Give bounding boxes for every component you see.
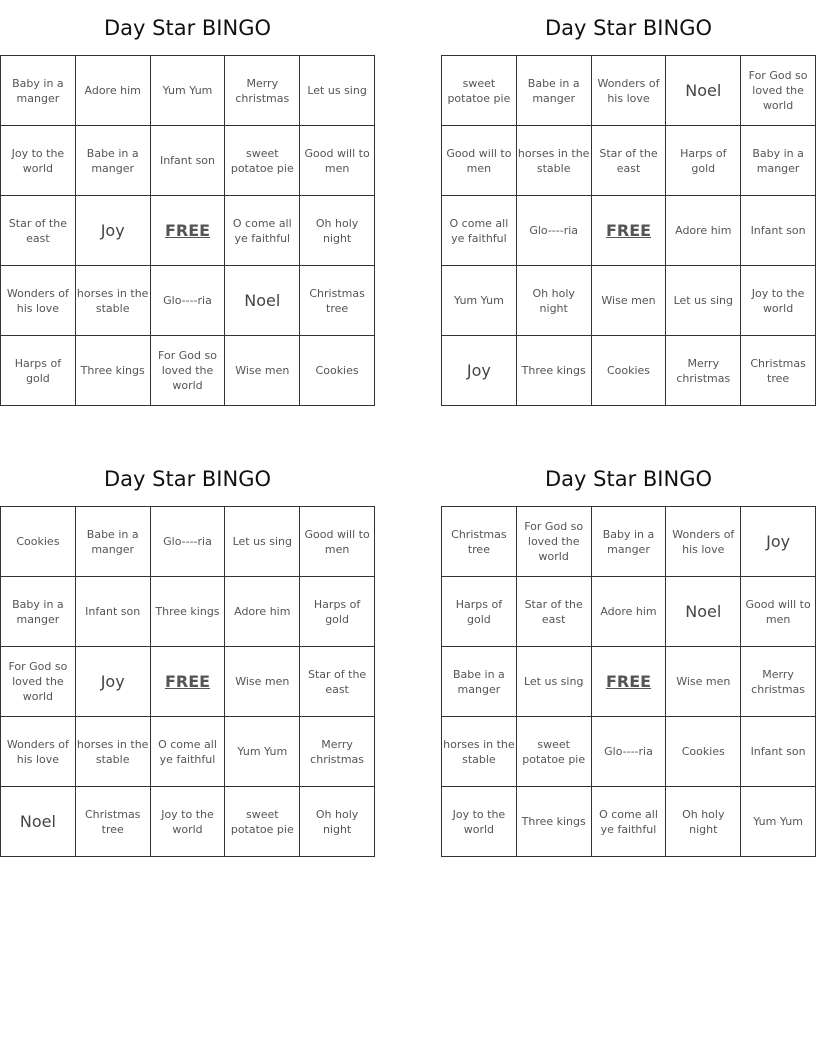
- bingo-cell: horses in the stable: [75, 717, 150, 787]
- bingo-cell: Adore him: [666, 196, 741, 266]
- bingo-grid: [0, 506, 375, 857]
- bingo-cell: horses in the stable: [516, 126, 591, 196]
- bingo-cell: Star of the east: [300, 647, 375, 717]
- free-space: FREE: [150, 647, 225, 717]
- bingo-cell: Merry christmas: [225, 56, 300, 126]
- bingo-cell: Three kings: [516, 787, 591, 857]
- bingo-cell: sweet potatoe pie: [442, 56, 517, 126]
- bingo-cell: Let us sing: [300, 56, 375, 126]
- bingo-cell: Joy to the world: [741, 266, 816, 336]
- bingo-cell: Star of the east: [591, 126, 666, 196]
- bingo-cell: O come all ye faithful: [591, 787, 666, 857]
- free-space: FREE: [591, 647, 666, 717]
- bingo-cell: Good will to men: [442, 126, 517, 196]
- bingo-cell: Cookies: [666, 717, 741, 787]
- bingo-cell: Cookies: [1, 507, 76, 577]
- bingo-cell: Joy: [442, 336, 517, 406]
- bingo-cell: Yum Yum: [150, 56, 225, 126]
- bingo-cell: Harps of gold: [1, 336, 76, 406]
- bingo-cell: Adore him: [591, 577, 666, 647]
- bingo-cell: Joy: [75, 196, 150, 266]
- bingo-cell: Oh holy night: [666, 787, 741, 857]
- bingo-cell: horses in the stable: [75, 266, 150, 336]
- bingo-cell: Harps of gold: [666, 126, 741, 196]
- bingo-cell: sweet potatoe pie: [516, 717, 591, 787]
- bingo-card-1: [0, 0, 375, 406]
- bingo-cell: Babe in a manger: [442, 647, 517, 717]
- bingo-cell: Star of the east: [1, 196, 76, 266]
- bingo-cell: Three kings: [75, 336, 150, 406]
- bingo-cell: Good will to men: [300, 507, 375, 577]
- bingo-cell: Joy: [75, 647, 150, 717]
- bingo-cell: Glo----ria: [150, 507, 225, 577]
- bingo-cell: Wise men: [591, 266, 666, 336]
- bingo-cell: Merry christmas: [741, 647, 816, 717]
- bingo-cell: Cookies: [591, 336, 666, 406]
- bingo-cell: Three kings: [150, 577, 225, 647]
- bingo-cell: O come all ye faithful: [442, 196, 517, 266]
- bingo-cell: Harps of gold: [442, 577, 517, 647]
- bingo-cell: Baby in a manger: [591, 507, 666, 577]
- bingo-cell: Oh holy night: [300, 196, 375, 266]
- bingo-cell: Cookies: [300, 336, 375, 406]
- bingo-grid: [0, 55, 375, 406]
- bingo-cell: For God so loved the world: [516, 507, 591, 577]
- bingo-card-2: [441, 0, 816, 406]
- bingo-cell: Infant son: [75, 577, 150, 647]
- bingo-cell: Christmas tree: [442, 507, 517, 577]
- bingo-card-4: [441, 451, 816, 857]
- card-title: Day Star BINGO: [104, 16, 271, 40]
- bingo-cell: For God so loved the world: [1, 647, 76, 717]
- bingo-cell: Babe in a manger: [75, 126, 150, 196]
- bingo-card-3: [0, 451, 375, 857]
- bingo-cell: Adore him: [225, 577, 300, 647]
- bingo-grid: [441, 55, 816, 406]
- bingo-cell: Joy to the world: [150, 787, 225, 857]
- bingo-cell: Merry christmas: [300, 717, 375, 787]
- bingo-cell: Noel: [1, 787, 76, 857]
- card-title: Day Star BINGO: [545, 467, 712, 491]
- bingo-cell: Wonders of his love: [1, 266, 76, 336]
- bingo-cell: Three kings: [516, 336, 591, 406]
- bingo-cell: Glo----ria: [516, 196, 591, 266]
- bingo-cell: For God so loved the world: [741, 56, 816, 126]
- bingo-cell: Wonders of his love: [591, 56, 666, 126]
- bingo-cell: Harps of gold: [300, 577, 375, 647]
- bingo-cell: Babe in a manger: [75, 507, 150, 577]
- bingo-cell: Baby in a manger: [1, 56, 76, 126]
- bingo-cell: Joy to the world: [442, 787, 517, 857]
- bingo-cell: O come all ye faithful: [150, 717, 225, 787]
- bingo-cell: Glo----ria: [150, 266, 225, 336]
- card-title: Day Star BINGO: [545, 16, 712, 40]
- bingo-cell: horses in the stable: [442, 717, 517, 787]
- bingo-cell: Christmas tree: [741, 336, 816, 406]
- free-space: FREE: [150, 196, 225, 266]
- bingo-cell: Yum Yum: [225, 717, 300, 787]
- bingo-cell: Wonders of his love: [1, 717, 76, 787]
- bingo-cell: Joy: [741, 507, 816, 577]
- bingo-grid: [441, 506, 816, 857]
- bingo-cell: Good will to men: [300, 126, 375, 196]
- bingo-cell: Let us sing: [225, 507, 300, 577]
- bingo-cell: Yum Yum: [442, 266, 517, 336]
- bingo-cell: Glo----ria: [591, 717, 666, 787]
- bingo-cell: Babe in a manger: [516, 56, 591, 126]
- bingo-cell: For God so loved the world: [150, 336, 225, 406]
- bingo-cell: Wise men: [225, 336, 300, 406]
- bingo-cell: Wise men: [666, 647, 741, 717]
- bingo-cell: Good will to men: [741, 577, 816, 647]
- bingo-cell: Noel: [666, 577, 741, 647]
- bingo-cell: Christmas tree: [75, 787, 150, 857]
- bingo-cell: Joy to the world: [1, 126, 76, 196]
- bingo-cell: sweet potatoe pie: [225, 126, 300, 196]
- bingo-cell: Noel: [225, 266, 300, 336]
- bingo-cell: Yum Yum: [741, 787, 816, 857]
- bingo-cell: Merry christmas: [666, 336, 741, 406]
- bingo-cell: Adore him: [75, 56, 150, 126]
- bingo-cell: Wise men: [225, 647, 300, 717]
- bingo-cell: sweet potatoe pie: [225, 787, 300, 857]
- bingo-cell: Oh holy night: [300, 787, 375, 857]
- bingo-cell: Baby in a manger: [741, 126, 816, 196]
- bingo-cell: Infant son: [150, 126, 225, 196]
- bingo-cell: Infant son: [741, 196, 816, 266]
- bingo-cell: Let us sing: [666, 266, 741, 336]
- bingo-cell: Infant son: [741, 717, 816, 787]
- bingo-cell: Wonders of his love: [666, 507, 741, 577]
- bingo-cell: Oh holy night: [516, 266, 591, 336]
- card-title: Day Star BINGO: [104, 467, 271, 491]
- bingo-cell: Christmas tree: [300, 266, 375, 336]
- bingo-cell: Baby in a manger: [1, 577, 76, 647]
- bingo-cell: O come all ye faithful: [225, 196, 300, 266]
- bingo-cell: Let us sing: [516, 647, 591, 717]
- free-space: FREE: [591, 196, 666, 266]
- bingo-cell: Star of the east: [516, 577, 591, 647]
- bingo-cell: Noel: [666, 56, 741, 126]
